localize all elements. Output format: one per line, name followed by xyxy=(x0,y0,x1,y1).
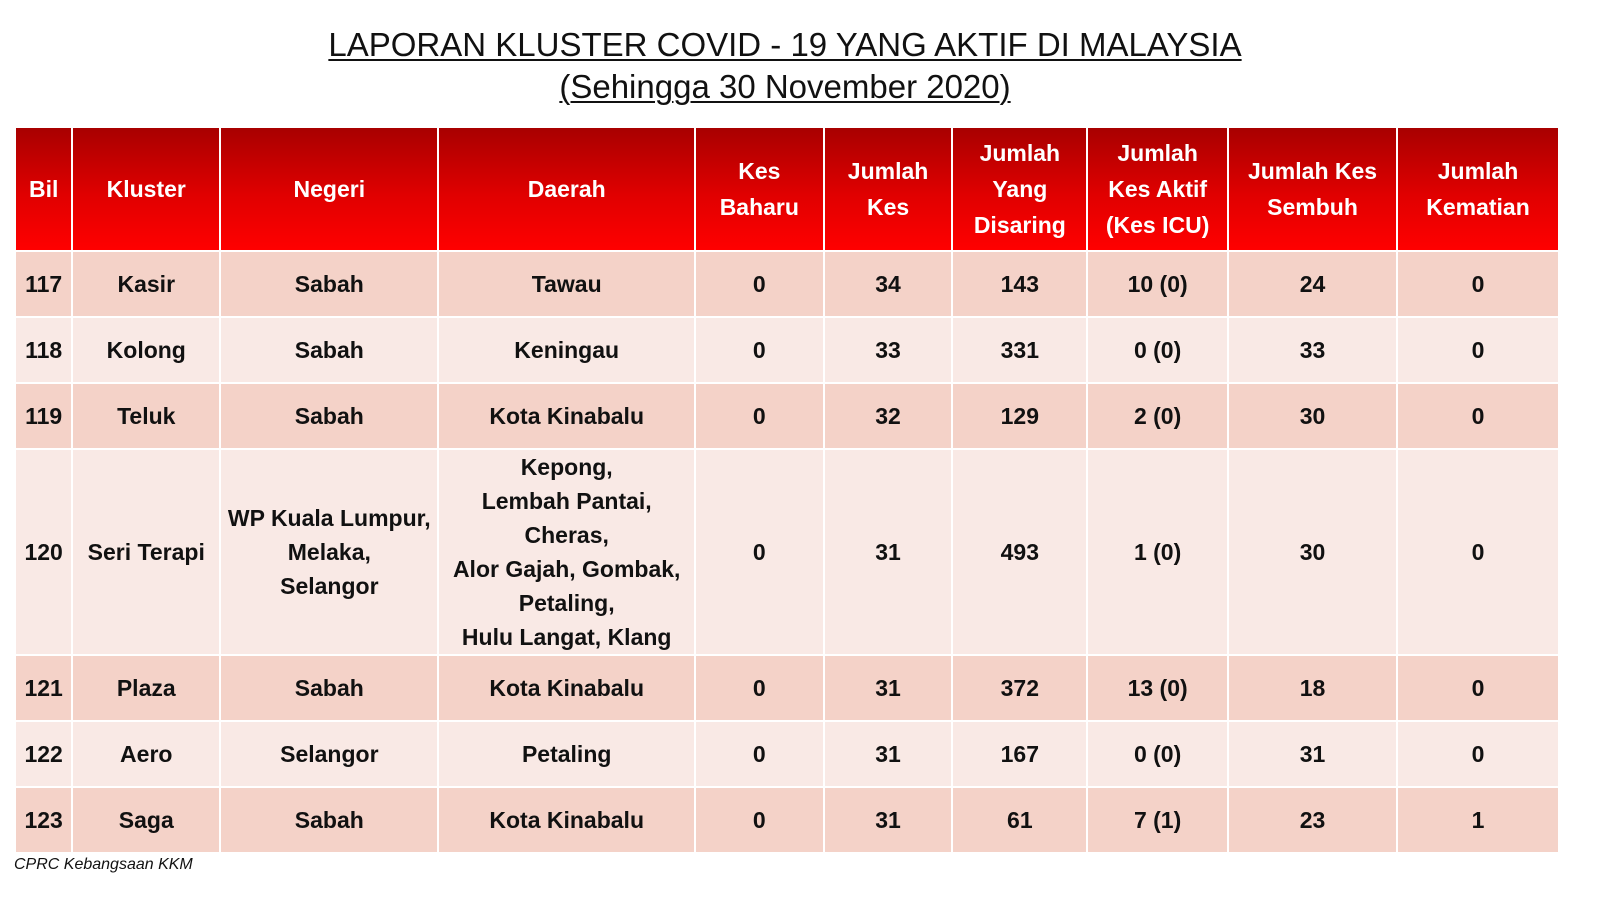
cell-disaring: 167 xyxy=(952,721,1087,787)
cell-disaring: 331 xyxy=(952,317,1087,383)
header-negeri: Negeri xyxy=(220,127,438,251)
cell-bil: 118 xyxy=(15,317,72,383)
cell-kes-baharu: 0 xyxy=(695,721,824,787)
cell-negeri: Sabah xyxy=(220,317,438,383)
header-kes-aktif: Jumlah Kes Aktif (Kes ICU) xyxy=(1087,127,1228,251)
header-kes-sembuh: Jumlah Kes Sembuh xyxy=(1228,127,1397,251)
cell-kes-baharu: 0 xyxy=(695,317,824,383)
cell-daerah: Petaling xyxy=(438,721,694,787)
cell-sembuh: 33 xyxy=(1228,317,1397,383)
cell-kluster: Aero xyxy=(72,721,220,787)
cell-bil: 122 xyxy=(15,721,72,787)
cell-jumlah-kes: 31 xyxy=(824,449,953,655)
table-row xyxy=(15,383,1559,449)
cell-bil: 120 xyxy=(15,449,72,655)
table-row xyxy=(15,787,1559,853)
header-bil: Bil xyxy=(15,127,72,251)
cell-kes-aktif: 0 (0) xyxy=(1087,721,1228,787)
cluster-table-wrapper xyxy=(14,126,1560,854)
daerah-line: Lembah Pantai, xyxy=(481,488,652,514)
cell-kluster: Kolong xyxy=(72,317,220,383)
cell-kes-baharu: 0 xyxy=(695,449,824,655)
header-kes-baharu: Kes Baharu xyxy=(695,127,824,251)
cell-kematian: 0 xyxy=(1397,383,1559,449)
cell-jumlah-kes: 33 xyxy=(824,317,953,383)
cell-kematian: 0 xyxy=(1397,449,1559,655)
cell-daerah: Keningau xyxy=(438,317,694,383)
header-kematian: Jumlah Kematian xyxy=(1397,127,1559,251)
cell-kes-aktif: 2 (0) xyxy=(1087,383,1228,449)
table-row xyxy=(15,721,1559,787)
cell-kluster: Seri Terapi xyxy=(72,449,220,655)
negeri-line: Melaka, xyxy=(287,539,371,565)
cell-kes-baharu: 0 xyxy=(695,787,824,853)
cell-kes-aktif: 13 (0) xyxy=(1087,655,1228,721)
source-note: CPRC Kebangsaan KKM xyxy=(14,856,193,873)
table-row xyxy=(15,317,1559,383)
cell-bil: 123 xyxy=(15,787,72,853)
cell-kes-aktif: 1 (0) xyxy=(1087,449,1228,655)
daerah-line: Petaling, xyxy=(518,590,615,616)
cell-sembuh: 24 xyxy=(1228,251,1397,317)
cell-sembuh: 18 xyxy=(1228,655,1397,721)
cell-bil: 117 xyxy=(15,251,72,317)
table-row xyxy=(15,655,1559,721)
cell-sembuh: 23 xyxy=(1228,787,1397,853)
header-jumlah-disaring: Jumlah Yang Disaring xyxy=(952,127,1087,251)
header-jumlah-kes: Jumlah Kes xyxy=(824,127,953,251)
cell-kes-baharu: 0 xyxy=(695,251,824,317)
cell-kes-aktif: 10 (0) xyxy=(1087,251,1228,317)
cell-kematian: 0 xyxy=(1397,721,1559,787)
cell-kluster: Teluk xyxy=(72,383,220,449)
cell-daerah: Tawau xyxy=(438,251,694,317)
cell-kes-baharu: 0 xyxy=(695,383,824,449)
cell-sembuh: 30 xyxy=(1228,449,1397,655)
cluster-table xyxy=(14,126,1560,854)
cell-kes-aktif: 7 (1) xyxy=(1087,787,1228,853)
cell-disaring: 61 xyxy=(952,787,1087,853)
cell-kluster: Plaza xyxy=(72,655,220,721)
table-row xyxy=(15,251,1559,317)
cell-daerah: Kota Kinabalu xyxy=(438,787,694,853)
cell-jumlah-kes: 34 xyxy=(824,251,953,317)
cell-kematian: 0 xyxy=(1397,655,1559,721)
header-kluster: Kluster xyxy=(72,127,220,251)
cell-kes-baharu: 0 xyxy=(695,655,824,721)
cell-jumlah-kes: 31 xyxy=(824,721,953,787)
cell-sembuh: 30 xyxy=(1228,383,1397,449)
daerah-line: Cheras, xyxy=(524,522,609,548)
report-title xyxy=(0,24,1570,108)
header-daerah: Daerah xyxy=(438,127,694,251)
daerah-line: Alor Gajah, Gombak, xyxy=(452,556,681,582)
cell-negeri: Sabah xyxy=(220,383,438,449)
title-line-1: LAPORAN KLUSTER COVID - 19 YANG AKTIF DI MALAYSIA xyxy=(328,26,1242,63)
cell-disaring: 493 xyxy=(952,449,1087,655)
cell-kluster: Kasir xyxy=(72,251,220,317)
cell-kes-aktif: 0 (0) xyxy=(1087,317,1228,383)
cell-negeri: Sabah xyxy=(220,251,438,317)
cell-bil: 121 xyxy=(15,655,72,721)
cell-sembuh: 31 xyxy=(1228,721,1397,787)
table-row xyxy=(15,449,1559,655)
cell-negeri: Sabah xyxy=(220,655,438,721)
daerah-line: Kepong, xyxy=(520,454,613,480)
cell-negeri: Selangor xyxy=(220,721,438,787)
cell-disaring: 372 xyxy=(952,655,1087,721)
daerah-line: Hulu Langat, Klang xyxy=(461,624,672,650)
title-line-2: (Sehingga 30 November 2020) xyxy=(559,68,1011,105)
cell-jumlah-kes: 32 xyxy=(824,383,953,449)
cell-daerah: Kota Kinabalu xyxy=(438,383,694,449)
cell-negeri xyxy=(220,449,438,655)
cell-daerah xyxy=(438,449,694,655)
cell-bil: 119 xyxy=(15,383,72,449)
cell-jumlah-kes: 31 xyxy=(824,655,953,721)
header-row xyxy=(15,127,1559,251)
cell-negeri: Sabah xyxy=(220,787,438,853)
negeri-line: Selangor xyxy=(280,573,379,599)
cell-disaring: 143 xyxy=(952,251,1087,317)
negeri-line: WP Kuala Lumpur, xyxy=(227,505,431,531)
cell-daerah: Kota Kinabalu xyxy=(438,655,694,721)
cell-jumlah-kes: 31 xyxy=(824,787,953,853)
cell-kematian: 0 xyxy=(1397,317,1559,383)
cell-kluster: Saga xyxy=(72,787,220,853)
cell-kematian: 0 xyxy=(1397,251,1559,317)
cell-kematian: 1 xyxy=(1397,787,1559,853)
cell-disaring: 129 xyxy=(952,383,1087,449)
